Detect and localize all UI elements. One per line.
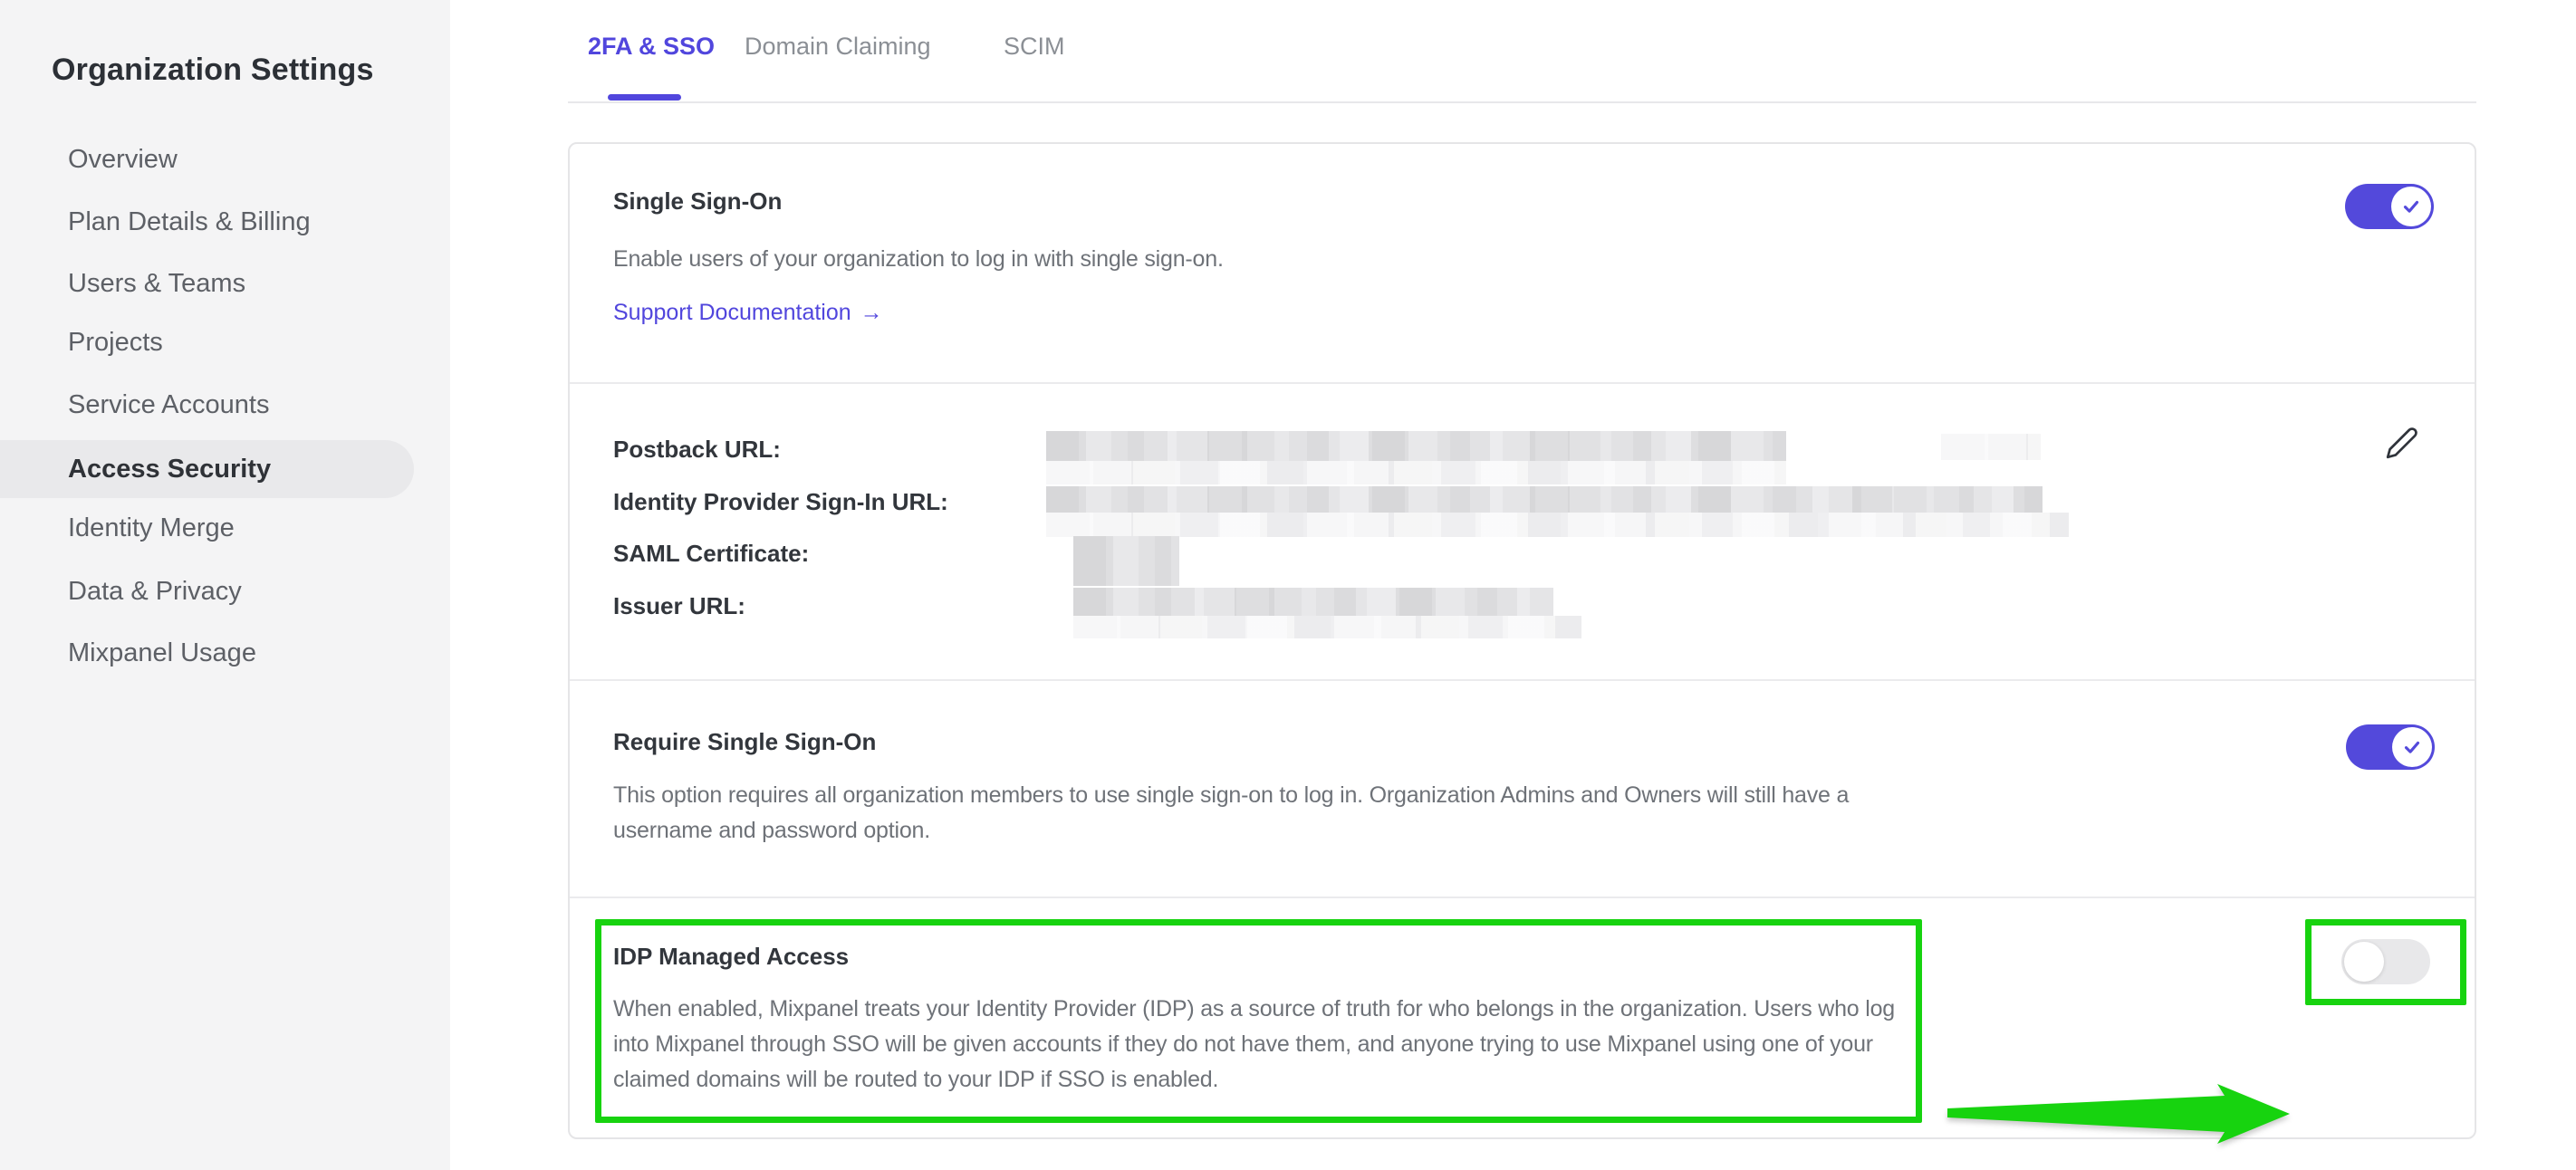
section-divider — [570, 897, 2475, 898]
sidebar-item-identity-merge[interactable]: Identity Merge — [68, 513, 235, 542]
idp-managed-access-heading: IDP Managed Access — [613, 943, 850, 970]
sidebar-item-mixpanel-usage[interactable]: Mixpanel Usage — [68, 638, 256, 667]
require-sso-description: This option requires all organization members to use single sign-on to log in. Organization Admins and Owners will still have a username and password option. — [613, 782, 1850, 843]
sidebar-item-access-security[interactable]: Access Security — [68, 455, 272, 484]
issuer-url-redacted-value — [1073, 588, 1553, 616]
active-tab-underline — [608, 94, 681, 101]
single-sign-on-description: Enable users of your organization to log in with single sign-on. — [613, 246, 1224, 272]
sidebar-item-plan-details-billing[interactable]: Plan Details & Billing — [68, 207, 311, 236]
toggle-knob-check-icon — [2392, 727, 2432, 767]
issuer-url-label: Issuer URL: — [613, 592, 745, 619]
page-title: Organization Settings — [52, 53, 374, 87]
tab-domain-claiming[interactable]: Domain Claiming — [745, 33, 931, 60]
sidebar — [0, 0, 450, 1170]
idp-sign-in-url-redacted-value-2 — [1046, 513, 2069, 537]
support-documentation-link-label: Support Documentation — [613, 300, 851, 325]
arrow-right-icon: → — [860, 300, 883, 325]
postback-url-redacted-value — [1046, 431, 1786, 461]
postback-url-redacted-value-2 — [1046, 461, 1786, 484]
idp-managed-access-toggle[interactable] — [2341, 939, 2430, 984]
section-divider — [570, 679, 2475, 681]
edit-saml-config-button[interactable] — [2381, 423, 2423, 465]
tab-2fa-sso[interactable]: 2FA & SSO — [588, 33, 716, 60]
section-divider — [570, 382, 2475, 384]
postback-url-label: Postback URL: — [613, 436, 781, 463]
require-sso-toggle[interactable] — [2346, 724, 2435, 770]
support-documentation-link[interactable] — [613, 300, 883, 326]
annotation-arrow-icon — [1947, 1082, 2292, 1146]
saml-certificate-redacted-value — [1073, 536, 1179, 586]
tab-scim[interactable]: SCIM — [1004, 33, 1065, 60]
toggle-knob-check-icon — [2391, 187, 2431, 226]
pencil-icon — [2385, 426, 2419, 460]
postback-url-redacted-fragment — [1941, 434, 2041, 460]
single-sign-on-heading: Single Sign-On — [613, 187, 783, 215]
tab-bar-divider — [568, 101, 2476, 103]
sidebar-item-data-privacy[interactable]: Data & Privacy — [68, 577, 242, 606]
idp-managed-access-description: When enabled, Mixpanel treats your Identity Provider (IDP) as a source of truth for who belongs in the organization. Users who log into Mixpanel through SSO will be given accounts if they do not have them, and anyone trying to use Mixpanel using one of your claimed domains will be routed to your IDP if SSO is enabled. — [613, 996, 1896, 1092]
saml-certificate-label: SAML Certificate: — [613, 540, 810, 567]
sso-settings-card — [568, 142, 2476, 1139]
idp-sign-in-url-redacted-value — [1046, 486, 2043, 513]
idp-sign-in-url-label: Identity Provider Sign-In URL: — [613, 488, 948, 515]
sidebar-item-projects[interactable]: Projects — [68, 328, 163, 357]
require-sso-heading: Require Single Sign-On — [613, 728, 877, 755]
idp-toggle-highlight-box — [2305, 919, 2466, 1005]
single-sign-on-toggle[interactable] — [2345, 184, 2434, 229]
sidebar-item-overview[interactable]: Overview — [68, 145, 178, 174]
toggle-knob — [2344, 942, 2384, 982]
sidebar-item-service-accounts[interactable]: Service Accounts — [68, 390, 270, 419]
sidebar-item-users-teams[interactable]: Users & Teams — [68, 269, 246, 298]
issuer-url-redacted-value-2 — [1073, 616, 1581, 638]
